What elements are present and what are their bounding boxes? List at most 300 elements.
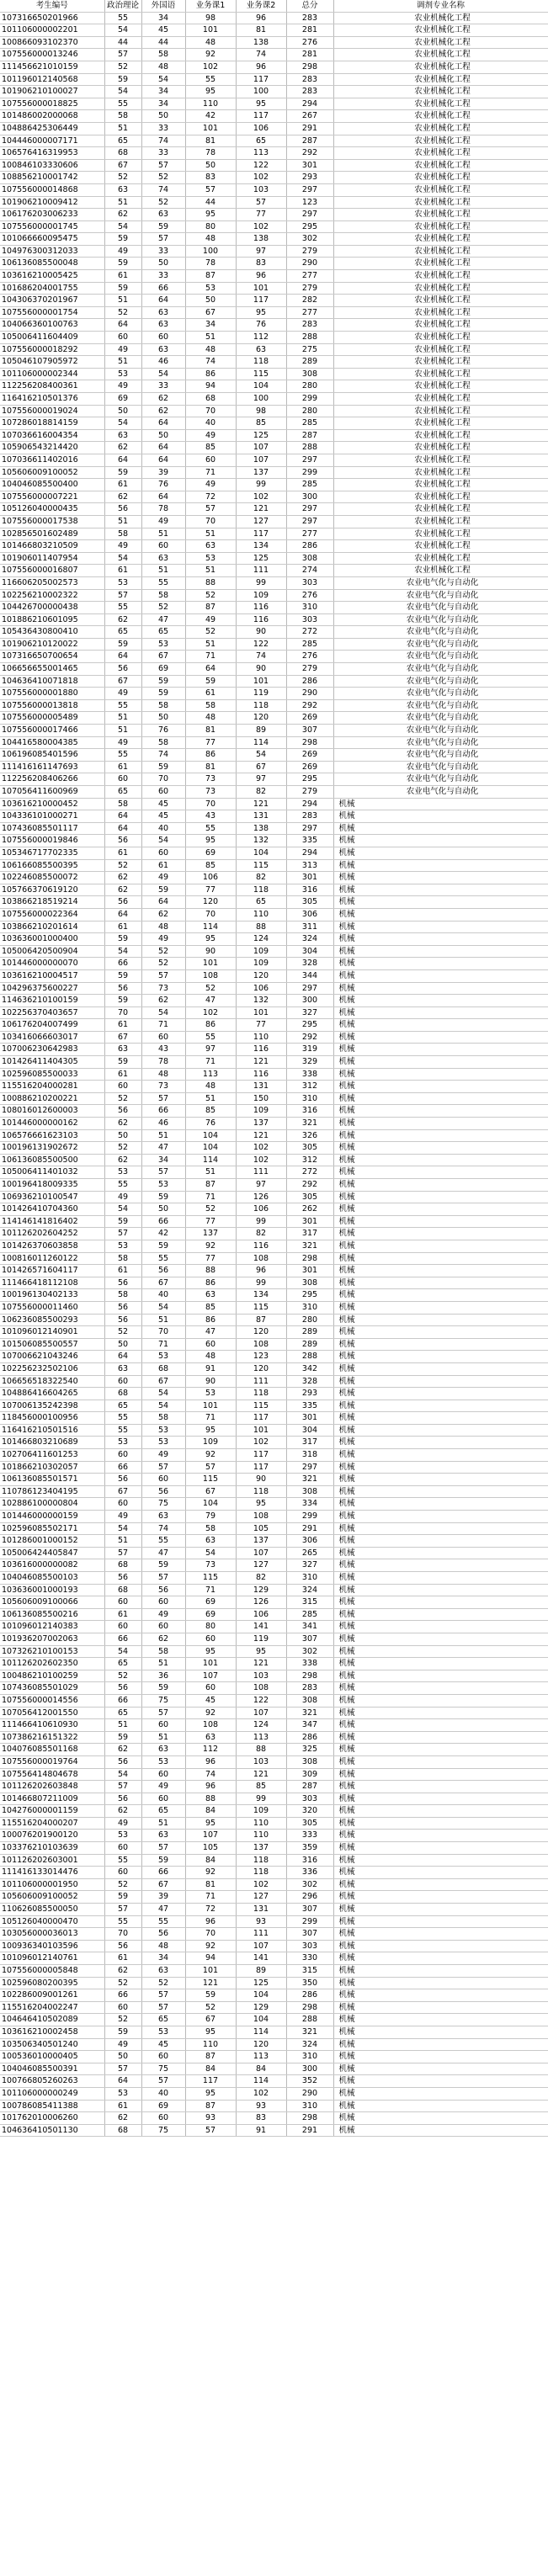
table-row <box>0 822 548 835</box>
cell-subject-2: 103 <box>236 183 286 196</box>
cell-candidate-id: 100886210200221 <box>0 1092 104 1105</box>
cell-subject-1: 74 <box>185 356 236 369</box>
cell-total: 310 <box>286 1092 333 1105</box>
cell-foreign-language: 53 <box>141 1351 185 1363</box>
cell-total: 290 <box>286 258 333 270</box>
cell-candidate-id: 106136085500500 <box>0 1154 104 1166</box>
cell-foreign-language: 63 <box>141 343 185 356</box>
cell-foreign-language: 69 <box>141 2100 185 2112</box>
table-row <box>0 1694 548 1707</box>
cell-subject-2: 120 <box>236 712 286 725</box>
cell-total: 299 <box>286 393 333 406</box>
cell-foreign-language: 73 <box>141 1081 185 1093</box>
cell-politics: 54 <box>104 945 141 958</box>
cell-foreign-language: 33 <box>141 270 185 283</box>
cell-subject-1: 77 <box>185 736 236 749</box>
cell-total: 310 <box>286 1572 333 1585</box>
cell-subject-2: 137 <box>236 1842 286 1855</box>
table-row <box>0 319 548 332</box>
cell-subject-1: 81 <box>185 725 236 737</box>
cell-subject-2: 99 <box>236 1277 286 1289</box>
cell-total: 318 <box>286 1449 333 1462</box>
cell-politics: 54 <box>104 86 141 98</box>
cell-candidate-id: 107556000019024 <box>0 405 104 417</box>
cell-total: 302 <box>286 1878 333 1891</box>
cell-politics: 52 <box>104 1142 141 1155</box>
cell-major: 机械 <box>333 969 548 982</box>
cell-subject-1: 58 <box>185 1522 236 1535</box>
cell-foreign-language: 67 <box>141 651 185 663</box>
cell-subject-2: 83 <box>236 2112 286 2125</box>
cell-subject-1: 59 <box>185 1989 236 2002</box>
cell-foreign-language: 44 <box>141 36 185 49</box>
cell-major: 农业电气化与自动化 <box>333 589 548 602</box>
cell-foreign-language: 53 <box>141 1424 185 1437</box>
table-row <box>0 602 548 614</box>
cell-subject-2: 110 <box>236 1830 286 1842</box>
cell-candidate-id: 102246085500072 <box>0 872 104 884</box>
cell-total: 277 <box>286 270 333 283</box>
cell-foreign-language: 59 <box>141 1682 185 1695</box>
cell-major: 机械 <box>333 1768 548 1781</box>
cell-politics: 56 <box>104 1277 141 1289</box>
cell-foreign-language: 56 <box>141 1584 185 1596</box>
cell-politics: 49 <box>104 380 141 393</box>
cell-foreign-language: 70 <box>141 1326 185 1339</box>
cell-subject-2: 90 <box>236 626 286 639</box>
cell-total: 321 <box>286 2026 333 2038</box>
table-row <box>0 995 548 1007</box>
cell-major: 机械 <box>333 2038 548 2051</box>
cell-total: 342 <box>286 1362 333 1375</box>
cell-total: 310 <box>286 2051 333 2063</box>
cell-candidate-id: 103376210103639 <box>0 1842 104 1855</box>
table-row <box>0 1793 548 1805</box>
cell-major: 农业机械化工程 <box>333 270 548 283</box>
cell-subject-2: 116 <box>236 613 286 626</box>
cell-subject-2: 131 <box>236 1081 286 1093</box>
table-row <box>0 73 548 86</box>
cell-politics: 53 <box>104 1437 141 1449</box>
cell-major: 机械 <box>333 921 548 933</box>
cell-foreign-language: 51 <box>141 565 185 577</box>
table-row <box>0 1952 548 1965</box>
table-row <box>0 1572 548 1585</box>
cell-foreign-language: 45 <box>141 24 185 37</box>
cell-subject-2: 95 <box>236 98 286 110</box>
cell-major: 机械 <box>333 884 548 896</box>
cell-subject-2: 100 <box>236 86 286 98</box>
cell-major: 农业机械化工程 <box>333 24 548 37</box>
cell-total: 305 <box>286 896 333 909</box>
cell-politics: 62 <box>104 2112 141 2125</box>
cell-subject-2: 82 <box>236 1228 286 1240</box>
cell-subject-2: 103 <box>236 1670 286 1682</box>
cell-subject-1: 80 <box>185 1621 236 1633</box>
cell-total: 297 <box>286 1461 333 1474</box>
cell-foreign-language: 39 <box>141 466 185 479</box>
cell-total: 292 <box>286 147 333 160</box>
header-politics: 政治理论 <box>104 0 141 12</box>
cell-total: 308 <box>286 368 333 380</box>
cell-major: 机械 <box>333 1314 548 1326</box>
table-row <box>0 159 548 172</box>
cell-subject-1: 58 <box>185 699 236 712</box>
cell-subject-1: 98 <box>185 12 236 24</box>
cell-subject-2: 115 <box>236 1301 286 1314</box>
cell-candidate-id: 101446000000159 <box>0 1511 104 1523</box>
cell-total: 317 <box>286 1437 333 1449</box>
cell-politics: 52 <box>104 1670 141 1682</box>
cell-total: 276 <box>286 651 333 663</box>
cell-candidate-id: 104066360100763 <box>0 319 104 332</box>
cell-candidate-id: 114146141816402 <box>0 1215 104 1228</box>
cell-total: 327 <box>286 1559 333 1572</box>
cell-major: 机械 <box>333 1166 548 1179</box>
cell-major: 机械 <box>333 1658 548 1670</box>
cell-foreign-language: 57 <box>141 1842 185 1855</box>
cell-politics: 56 <box>104 982 141 995</box>
cell-candidate-id: 107556000014868 <box>0 183 104 196</box>
cell-total: 283 <box>286 86 333 98</box>
cell-major: 机械 <box>333 1904 548 1916</box>
cell-candidate-id: 107556000013246 <box>0 49 104 61</box>
table-row <box>0 1289 548 1302</box>
cell-candidate-id: 104446000007171 <box>0 135 104 147</box>
table-row <box>0 736 548 749</box>
table-row <box>0 1461 548 1474</box>
cell-politics: 63 <box>104 1362 141 1375</box>
cell-subject-1: 48 <box>185 36 236 49</box>
table-row <box>0 945 548 958</box>
cell-politics: 54 <box>104 1645 141 1658</box>
cell-politics: 67 <box>104 1485 141 1498</box>
table-row <box>0 2124 548 2137</box>
cell-foreign-language: 63 <box>141 1511 185 1523</box>
cell-subject-1: 61 <box>185 688 236 700</box>
cell-candidate-id: 101886210601095 <box>0 613 104 626</box>
cell-total: 300 <box>286 995 333 1007</box>
cell-candidate-id: 101906210100027 <box>0 86 104 98</box>
table-row <box>0 773 548 786</box>
cell-subject-1: 72 <box>185 1904 236 1916</box>
cell-candidate-id: 107556000001880 <box>0 688 104 700</box>
table-row <box>0 2038 548 2051</box>
cell-total: 287 <box>286 1781 333 1793</box>
cell-major: 机械 <box>333 2075 548 2088</box>
cell-candidate-id: 104296375600227 <box>0 982 104 995</box>
cell-subject-1: 114 <box>185 921 236 933</box>
cell-candidate-id: 107556000018292 <box>0 343 104 356</box>
cell-major: 农业机械化工程 <box>333 343 548 356</box>
cell-total: 312 <box>286 1154 333 1166</box>
cell-major: 机械 <box>333 1817 548 1830</box>
cell-foreign-language: 50 <box>141 712 185 725</box>
cell-candidate-id: 116416210501516 <box>0 1424 104 1437</box>
cell-candidate-id: 102596085502171 <box>0 1522 104 1535</box>
cell-subject-1: 57 <box>185 503 236 516</box>
header-candidate-id: 考生编号 <box>0 0 104 12</box>
cell-foreign-language: 59 <box>141 761 185 773</box>
cell-subject-2: 131 <box>236 810 286 823</box>
cell-foreign-language: 64 <box>141 442 185 454</box>
cell-candidate-id: 104306370201967 <box>0 295 104 307</box>
cell-total: 285 <box>286 417 333 430</box>
cell-subject-2: 137 <box>236 1535 286 1548</box>
cell-subject-2: 96 <box>236 1265 286 1277</box>
cell-subject-2: 96 <box>236 12 286 24</box>
cell-total: 289 <box>286 1326 333 1339</box>
cell-foreign-language: 60 <box>141 1793 185 1805</box>
cell-politics: 64 <box>104 908 141 921</box>
cell-major: 机械 <box>333 1191 548 1203</box>
cell-major: 农业机械化工程 <box>333 49 548 61</box>
cell-subject-1: 71 <box>185 1584 236 1596</box>
cell-subject-2: 118 <box>236 884 286 896</box>
cell-politics: 51 <box>104 1535 141 1548</box>
cell-subject-1: 57 <box>185 1461 236 1474</box>
cell-subject-1: 86 <box>185 368 236 380</box>
cell-subject-1: 101 <box>185 958 236 970</box>
cell-foreign-language: 33 <box>141 147 185 160</box>
cell-major: 农业机械化工程 <box>333 368 548 380</box>
cell-politics: 58 <box>104 798 141 810</box>
cell-subject-1: 53 <box>185 552 236 565</box>
cell-subject-2: 114 <box>236 736 286 749</box>
cell-subject-2: 98 <box>236 405 286 417</box>
cell-candidate-id: 105006424405847 <box>0 1547 104 1559</box>
cell-foreign-language: 58 <box>141 589 185 602</box>
cell-subject-1: 77 <box>185 1215 236 1228</box>
cell-politics: 54 <box>104 24 141 37</box>
cell-candidate-id: 118456000100956 <box>0 1412 104 1425</box>
cell-total: 279 <box>286 245 333 258</box>
cell-candidate-id: 104886416604265 <box>0 1388 104 1400</box>
cell-subject-2: 132 <box>236 995 286 1007</box>
cell-subject-2: 112 <box>236 332 286 344</box>
table-row <box>0 135 548 147</box>
cell-candidate-id: 104636410501130 <box>0 2124 104 2137</box>
cell-foreign-language: 64 <box>141 491 185 503</box>
table-row <box>0 86 548 98</box>
table-row <box>0 36 548 49</box>
cell-politics: 61 <box>104 1019 141 1032</box>
cell-total: 298 <box>286 736 333 749</box>
cell-candidate-id: 103506340501240 <box>0 2038 104 2051</box>
cell-candidate-id: 105766370619120 <box>0 884 104 896</box>
cell-major: 农业机械化工程 <box>333 135 548 147</box>
cell-politics: 60 <box>104 1449 141 1462</box>
table-row <box>0 356 548 369</box>
cell-foreign-language: 57 <box>141 1989 185 2002</box>
cell-major: 农业电气化与自动化 <box>333 602 548 614</box>
cell-candidate-id: 111466410610930 <box>0 1719 104 1732</box>
cell-subject-1: 76 <box>185 1118 236 1130</box>
cell-foreign-language: 49 <box>141 933 185 946</box>
table-row <box>0 688 548 700</box>
cell-total: 303 <box>286 1793 333 1805</box>
cell-foreign-language: 57 <box>141 1092 185 1105</box>
cell-subject-1: 51 <box>185 528 236 540</box>
cell-politics: 63 <box>104 1044 141 1056</box>
table-row <box>0 196 548 209</box>
cell-foreign-language: 46 <box>141 356 185 369</box>
cell-subject-1: 106 <box>185 872 236 884</box>
cell-subject-1: 108 <box>185 1719 236 1732</box>
cell-subject-2: 100 <box>236 393 286 406</box>
table-row <box>0 454 548 466</box>
cell-major: 农业电气化与自动化 <box>333 699 548 712</box>
cell-major: 农业机械化工程 <box>333 454 548 466</box>
table-row <box>0 1547 548 1559</box>
cell-candidate-id: 111416133014476 <box>0 1867 104 1879</box>
cell-foreign-language: 54 <box>141 1301 185 1314</box>
table-row <box>0 1375 548 1388</box>
cell-total: 330 <box>286 1952 333 1965</box>
cell-subject-1: 73 <box>185 786 236 799</box>
cell-total: 303 <box>286 613 333 626</box>
cell-foreign-language: 49 <box>141 515 185 528</box>
cell-subject-1: 87 <box>185 2100 236 2112</box>
cell-candidate-id: 106576661623103 <box>0 1129 104 1142</box>
cell-subject-1: 92 <box>185 1707 236 1719</box>
cell-foreign-language: 58 <box>141 49 185 61</box>
cell-foreign-language: 63 <box>141 306 185 319</box>
table-row <box>0 1891 548 1904</box>
cell-major: 农业机械化工程 <box>333 491 548 503</box>
cell-candidate-id: 104646410502089 <box>0 2014 104 2026</box>
cell-major: 机械 <box>333 1412 548 1425</box>
cell-subject-2: 54 <box>236 749 286 762</box>
cell-foreign-language: 63 <box>141 319 185 332</box>
table-row <box>0 209 548 221</box>
cell-politics: 60 <box>104 1596 141 1609</box>
cell-candidate-id: 101106000002344 <box>0 368 104 380</box>
table-row <box>0 405 548 417</box>
cell-subject-2: 122 <box>236 638 286 651</box>
cell-major: 机械 <box>333 2112 548 2125</box>
cell-politics: 52 <box>104 1977 141 1989</box>
cell-politics: 51 <box>104 712 141 725</box>
cell-total: 286 <box>286 540 333 553</box>
cell-total: 328 <box>286 1375 333 1388</box>
cell-politics: 52 <box>104 1092 141 1105</box>
cell-politics: 61 <box>104 1068 141 1081</box>
cell-candidate-id: 105606009100052 <box>0 466 104 479</box>
cell-subject-2: 87 <box>236 1314 286 1326</box>
table-row <box>0 958 548 970</box>
cell-subject-1: 49 <box>185 429 236 442</box>
cell-total: 338 <box>286 1658 333 1670</box>
cell-total: 300 <box>286 491 333 503</box>
cell-subject-2: 82 <box>236 786 286 799</box>
cell-major: 农业机械化工程 <box>333 565 548 577</box>
cell-politics: 57 <box>104 1781 141 1793</box>
cell-total: 282 <box>286 295 333 307</box>
cell-politics: 60 <box>104 1842 141 1855</box>
cell-major: 农业机械化工程 <box>333 306 548 319</box>
cell-subject-2: 120 <box>236 2038 286 2051</box>
cell-subject-2: 134 <box>236 1289 286 1302</box>
cell-candidate-id: 100846103330606 <box>0 159 104 172</box>
cell-candidate-id: 107556000018825 <box>0 98 104 110</box>
cell-foreign-language: 60 <box>141 847 185 859</box>
cell-major: 机械 <box>333 1522 548 1535</box>
table-row <box>0 1118 548 1130</box>
cell-major: 农业机械化工程 <box>333 528 548 540</box>
cell-subject-1: 115 <box>185 1572 236 1585</box>
table-row <box>0 2014 548 2026</box>
cell-total: 295 <box>286 1019 333 1032</box>
cell-major: 机械 <box>333 1105 548 1118</box>
cell-major: 农业机械化工程 <box>333 332 548 344</box>
table-row <box>0 1203 548 1216</box>
cell-subject-1: 88 <box>185 576 236 589</box>
table-row <box>0 1781 548 1793</box>
cell-politics: 57 <box>104 49 141 61</box>
cell-subject-1: 63 <box>185 1535 236 1548</box>
cell-candidate-id: 103616210002458 <box>0 2026 104 2038</box>
cell-candidate-id: 102256370403657 <box>0 1006 104 1019</box>
cell-politics: 51 <box>104 122 141 135</box>
cell-subject-2: 117 <box>236 73 286 86</box>
cell-foreign-language: 68 <box>141 1362 185 1375</box>
table-row <box>0 1854 548 1867</box>
cell-candidate-id: 108856210001742 <box>0 172 104 184</box>
table-row <box>0 1400 548 1412</box>
cell-candidate-id: 100196418009335 <box>0 1179 104 1192</box>
cell-politics: 62 <box>104 1744 141 1756</box>
table-row <box>0 2001 548 2014</box>
cell-foreign-language: 50 <box>141 429 185 442</box>
cell-subject-2: 107 <box>236 454 286 466</box>
cell-subject-1: 137 <box>185 1228 236 1240</box>
cell-politics: 68 <box>104 2124 141 2137</box>
cell-candidate-id: 101426410704360 <box>0 1203 104 1216</box>
cell-total: 297 <box>286 209 333 221</box>
cell-subject-1: 101 <box>185 1658 236 1670</box>
cell-total: 285 <box>286 1608 333 1621</box>
cell-foreign-language: 50 <box>141 258 185 270</box>
cell-major: 机械 <box>333 1940 548 1952</box>
cell-politics: 58 <box>104 1252 141 1265</box>
cell-politics: 66 <box>104 1633 141 1645</box>
cell-total: 294 <box>286 798 333 810</box>
cell-major: 机械 <box>333 1596 548 1609</box>
cell-subject-2: 109 <box>236 1805 286 1818</box>
cell-major: 机械 <box>333 1559 548 1572</box>
table-row <box>0 1129 548 1142</box>
cell-major: 机械 <box>333 798 548 810</box>
cell-major: 机械 <box>333 859 548 872</box>
cell-total: 277 <box>286 306 333 319</box>
cell-subject-1: 87 <box>185 2051 236 2063</box>
table-row <box>0 1830 548 1842</box>
cell-candidate-id: 101096012140761 <box>0 1952 104 1965</box>
cell-foreign-language: 60 <box>141 1474 185 1486</box>
cell-subject-2: 111 <box>236 1375 286 1388</box>
cell-politics: 65 <box>104 786 141 799</box>
cell-foreign-language: 52 <box>141 196 185 209</box>
cell-subject-2: 125 <box>236 552 286 565</box>
table-row <box>0 1707 548 1719</box>
table-row <box>0 1081 548 1093</box>
cell-foreign-language: 47 <box>141 1547 185 1559</box>
cell-subject-1: 52 <box>185 982 236 995</box>
cell-subject-2: 101 <box>236 675 286 688</box>
cell-major: 机械 <box>333 1179 548 1192</box>
cell-foreign-language: 54 <box>141 1388 185 1400</box>
